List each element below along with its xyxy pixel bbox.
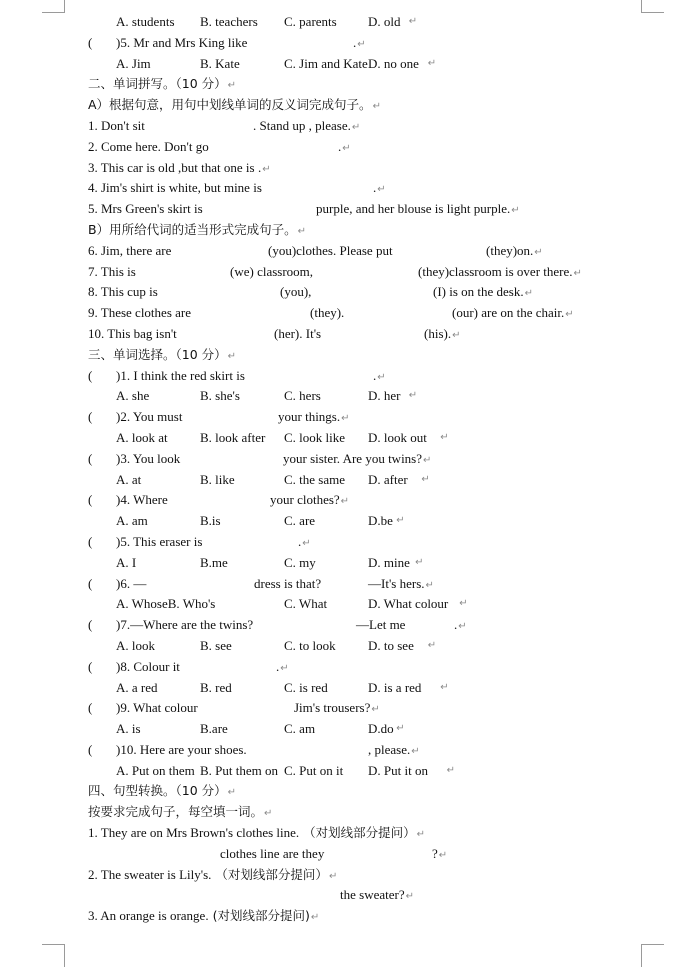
paragraph-mark: ↵ [427, 57, 437, 69]
sentence-text: .↵ [338, 138, 351, 154]
question-tail: Jim's trousers?↵ [294, 700, 380, 716]
sentence-text: (our) are on the chair.↵ [452, 305, 574, 321]
sentence-text: (they). [310, 305, 345, 321]
sentence-text: clothes line are they [220, 845, 325, 861]
doc-line [88, 199, 608, 220]
sentence-text: 3. An orange is orange. [88, 908, 209, 924]
paragraph-mark: ↵ [440, 431, 449, 443]
paragraph-mark: ↵ [534, 246, 543, 258]
doc-line [88, 303, 608, 324]
section-heading: 二、单词拼写。（10 分） [88, 76, 227, 92]
doc-line [88, 282, 608, 303]
section-heading: 三、单词选择。（10 分） [88, 346, 227, 362]
option-text: B.are [200, 721, 228, 737]
question-text: )9. What colour [116, 700, 198, 716]
question-text: )7.—Where are the twins? [116, 617, 254, 633]
option-text: C. the same [284, 471, 346, 487]
doc-line [88, 574, 608, 595]
paragraph-mark: ↵ [302, 537, 311, 549]
question-tail: .↵ [353, 34, 366, 50]
paragraph-mark: ↵ [411, 745, 420, 757]
paragraph-mark: ↵ [415, 556, 424, 568]
doc-line [88, 781, 608, 802]
sentence-text: (they)on.↵ [486, 242, 543, 258]
sentence-text: purple, and her blouse is light purple.↵ [316, 201, 520, 217]
doc-line [88, 95, 608, 116]
sentence-text: (they)classroom is over there.↵ [418, 263, 582, 279]
paragraph-mark: ↵ [340, 496, 350, 508]
question-text: )2. You must [116, 409, 183, 425]
option-text: B. teachers [200, 14, 258, 29]
paragraph-mark: ↵ [565, 309, 574, 321]
question-tail: .↵ [276, 658, 289, 674]
question-tail: —Let me [356, 617, 406, 633]
paragraph-mark: ↵ [408, 390, 418, 402]
paragraph-mark: ↵ [408, 16, 418, 27]
doc-line [88, 386, 608, 407]
option-text: C. What [284, 596, 328, 612]
paragraph-mark: ↵ [227, 80, 237, 92]
question-text: )1. I think the red skirt is [116, 367, 245, 383]
sentence-text: 7. This is [88, 263, 136, 279]
sentence-text: 10. This bag isn't [88, 325, 177, 341]
question-tail: .↵ [298, 533, 311, 549]
doc-line [88, 865, 608, 886]
question-text: )5. Mr and Mrs King like [116, 34, 248, 50]
doc-line [88, 657, 608, 678]
paragraph-mark: ↵ [328, 870, 338, 882]
doc-line [88, 449, 608, 470]
doc-line [88, 823, 608, 844]
option-text: B. look after [200, 429, 266, 445]
option-text: A. look at [116, 429, 168, 445]
option-text: A. she [116, 388, 150, 404]
paragraph-mark: ↵ [371, 704, 380, 716]
paragraph-mark: ↵ [427, 639, 437, 651]
paragraph-mark: ↵ [377, 371, 386, 383]
paragraph-mark: ↵ [425, 579, 434, 591]
question-tail: your sister. Are you twins?↵ [283, 450, 432, 466]
sentence-text: .↵ [373, 180, 386, 196]
crop-mark-top-left [42, 0, 65, 13]
doc-line [88, 761, 608, 782]
option-text: D. her [368, 388, 401, 404]
question-tail: your things.↵ [278, 409, 350, 425]
doc-line [88, 54, 608, 75]
option-text: A. a red [116, 679, 158, 695]
paragraph-mark: ↵ [227, 787, 237, 799]
doc-line [88, 532, 608, 553]
option-text: B. see [200, 637, 232, 653]
option-text: A. Jim [116, 55, 151, 71]
option-text: B. like [200, 471, 235, 487]
crop-mark-top-right [641, 0, 664, 13]
option-text: A. students [116, 14, 175, 29]
paragraph-mark: ↵ [438, 849, 448, 861]
option-text: A. look [116, 637, 155, 653]
section-heading: B）用所给代词的适当形式完成句子。 [88, 221, 297, 237]
instruction-note: (对划线部分提问) [212, 908, 310, 924]
question-paren: ( [88, 367, 93, 383]
paragraph-mark: ↵ [351, 121, 361, 133]
doc-line [88, 885, 608, 906]
option-text: C. look like [284, 429, 346, 445]
doc-line [88, 241, 608, 262]
sentence-text: the sweater?↵ [340, 887, 414, 903]
paragraph-mark: ↵ [310, 912, 320, 924]
doc-line [88, 33, 608, 54]
paragraph-mark: ↵ [262, 163, 271, 175]
option-text: D. Put it on [368, 762, 428, 778]
paragraph-mark: ↵ [524, 288, 534, 300]
question-paren: ( [88, 700, 93, 716]
sentence-text: (his).↵ [424, 325, 461, 341]
option-text: A. is [116, 721, 141, 737]
option-text: D. to see [368, 637, 414, 653]
option-text: D. What colour [368, 596, 449, 612]
question-paren: ( [88, 741, 93, 757]
option-text: C. Jim and Kate [284, 55, 368, 71]
option-text: B.me [200, 554, 228, 570]
doc-line [88, 719, 608, 740]
question-paren: ( [88, 658, 93, 674]
question-text: )5. This eraser is [116, 533, 203, 549]
doc-line [88, 366, 608, 387]
sentence-text: 1. Don't sit [88, 117, 145, 133]
question-paren: ( [88, 533, 93, 549]
section-heading: 按要求完成句子，每空填一词。 [88, 804, 264, 820]
doc-line [88, 220, 608, 241]
doc-line [88, 678, 608, 699]
sentence-text: ?↵ [432, 845, 448, 861]
doc-line [88, 698, 608, 719]
option-text: C. is red [284, 679, 328, 695]
doc-line [88, 428, 608, 449]
option-text: A. Put on them [116, 762, 195, 778]
doc-line [88, 490, 608, 511]
option-text: B. she's [200, 388, 240, 404]
sentence-text: 2. The sweater is Lily's. [88, 866, 212, 882]
paragraph-mark: ↵ [573, 267, 582, 279]
option-text: C. Put on it [284, 762, 344, 778]
option-text: B.is [200, 513, 221, 529]
option-text: D. after [368, 471, 408, 487]
paragraph-mark: ↵ [396, 515, 405, 527]
doc-line [88, 178, 608, 199]
paragraph-mark: ↵ [341, 413, 350, 425]
doc-line [88, 137, 608, 158]
option-text: D. mine [368, 554, 410, 570]
paragraph-mark: ↵ [357, 38, 366, 50]
option-text: D. look out [368, 429, 427, 445]
sentence-text: .↵ [258, 159, 271, 175]
sentence-text: (I) is on the desk.↵ [433, 284, 534, 300]
doc-line [88, 262, 608, 283]
question-text: )3. You look [116, 450, 181, 466]
sentence-text: 1. They are on Mrs Brown's clothes line. [88, 825, 300, 841]
question-tail: , please.↵ [368, 741, 420, 757]
question-text: )8. Colour it [116, 658, 180, 674]
paragraph-mark: ↵ [459, 598, 468, 610]
doc-line [88, 12, 608, 33]
doc-line [88, 802, 608, 823]
paragraph-mark: ↵ [280, 662, 289, 674]
option-text: A. WhoseB. Who's [116, 596, 216, 612]
doc-line [88, 636, 608, 657]
question-tail: —It's hers.↵ [368, 575, 434, 591]
doc-line [88, 844, 608, 865]
paragraph-mark: ↵ [416, 829, 426, 841]
question-paren: ( [88, 492, 93, 508]
paragraph-mark: ↵ [452, 329, 461, 341]
question-tail: dress is that? [254, 575, 322, 591]
sentence-text: (you), [280, 284, 312, 300]
option-text: D. old [368, 14, 401, 29]
sentence-text: . Stand up , please.↵ [253, 117, 361, 133]
question-text: )6. — [116, 575, 147, 591]
paragraph-mark: ↵ [511, 205, 520, 217]
option-text: D.do [368, 721, 394, 737]
crop-mark-bottom-left [42, 944, 65, 967]
option-text: C. am [284, 721, 316, 737]
sentence-text: 4. Jim's shirt is white, but mine is [88, 180, 262, 196]
sentence-text: (we) classroom, [230, 263, 314, 279]
question-paren: ( [88, 409, 93, 425]
doc-line [88, 553, 608, 574]
option-text: D. is a red [368, 679, 422, 695]
document-body [88, 12, 608, 927]
sentence-text: 5. Mrs Green's skirt is [88, 201, 203, 217]
sentence-text: (you)clothes. Please put [268, 242, 393, 258]
option-text: B. Kate [200, 55, 240, 71]
question-paren: ( [88, 450, 93, 466]
option-text: C. my [284, 554, 316, 570]
paragraph-mark: ↵ [297, 225, 306, 237]
option-text: B. Put them on [200, 762, 279, 778]
paragraph-mark: ↵ [396, 723, 405, 735]
doc-line [88, 74, 608, 95]
doc-line [88, 407, 608, 428]
paragraph-mark: ↵ [440, 681, 449, 693]
question-tail: your clothes?↵ [270, 492, 350, 508]
option-text: A. I [116, 554, 137, 570]
option-text: C. hers [284, 388, 321, 404]
option-text: C. parents [284, 14, 337, 29]
doc-line [88, 116, 608, 137]
instruction-note: （对划线部分提问） [303, 825, 416, 841]
option-text: C. are [284, 513, 316, 529]
option-text: A. am [116, 513, 148, 529]
sentence-text: 2. Come here. Don't go [88, 138, 209, 154]
doc-line [88, 740, 608, 761]
paragraph-mark: ↵ [458, 621, 467, 633]
paragraph-mark: ↵ [342, 142, 351, 154]
paragraph-mark: ↵ [372, 101, 381, 113]
sentence-text: 6. Jim, there are [88, 242, 172, 258]
question-paren: ( [88, 34, 93, 50]
question-tail: .↵ [454, 617, 467, 633]
paragraph-mark: ↵ [423, 454, 432, 466]
option-text: D. no one [368, 55, 419, 71]
paragraph-mark: ↵ [264, 808, 273, 820]
question-text: )10. Here are your shoes. [116, 741, 247, 757]
sentence-text: (her). It's [274, 325, 322, 341]
doc-line [88, 906, 608, 927]
sentence-text: 8. This cup is [88, 284, 158, 300]
option-text: A. at [116, 471, 142, 487]
doc-line [88, 345, 608, 366]
option-text: D.be [368, 513, 393, 529]
paragraph-mark: ↵ [377, 184, 386, 196]
doc-line [88, 511, 608, 532]
paragraph-mark: ↵ [421, 473, 430, 485]
question-tail: .↵ [373, 367, 386, 383]
doc-line [88, 594, 608, 615]
instruction-note: （对划线部分提问） [215, 866, 328, 882]
crop-mark-bottom-right [641, 944, 664, 967]
option-text: B. red [200, 679, 232, 695]
sentence-text: 3. This car is old ,but that one is [88, 159, 255, 175]
option-text: C. to look [284, 637, 336, 653]
question-paren: ( [88, 617, 93, 633]
doc-line [88, 324, 608, 345]
doc-line [88, 158, 608, 179]
question-text: )4. Where [116, 492, 168, 508]
question-paren: ( [88, 575, 93, 591]
section-heading: A）根据句意，用句中划线单词的反义词完成句子。 [88, 97, 372, 113]
doc-line [88, 470, 608, 491]
paragraph-mark: ↵ [446, 764, 455, 776]
paragraph-mark: ↵ [405, 891, 414, 903]
paragraph-mark: ↵ [227, 350, 237, 362]
doc-line [88, 615, 608, 636]
sentence-text: 9. These clothes are [88, 305, 191, 321]
section-heading: 四、句型转换。（10 分） [88, 783, 227, 799]
